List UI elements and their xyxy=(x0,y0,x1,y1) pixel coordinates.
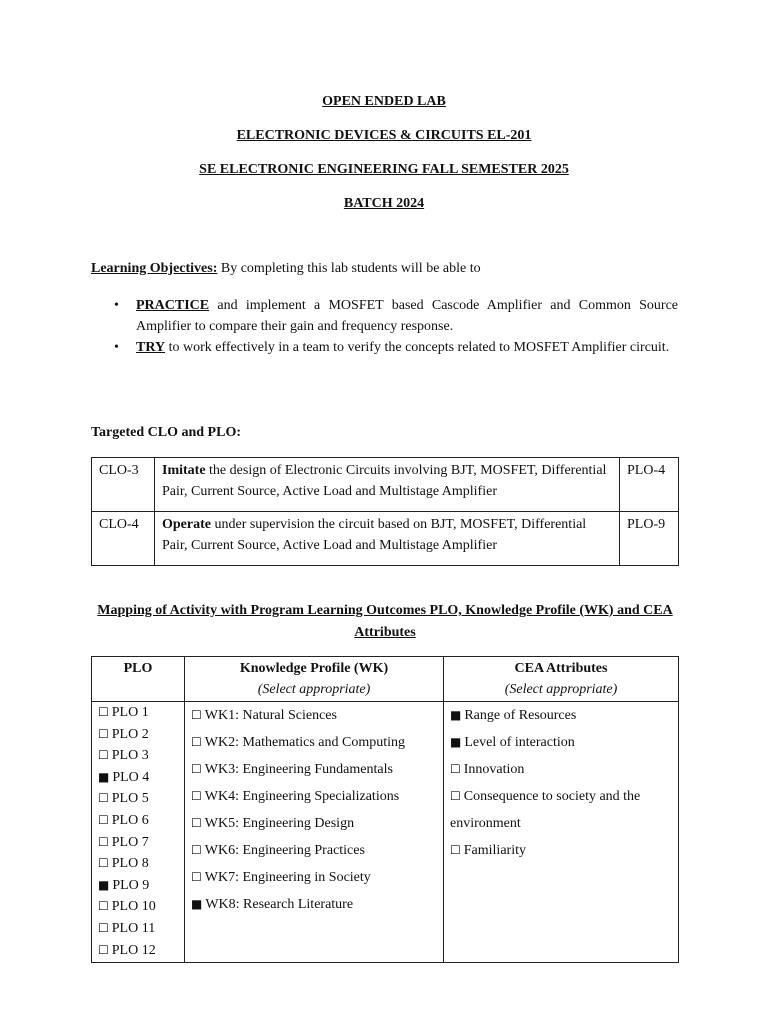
table-header-row xyxy=(92,657,679,702)
checked-box-icon[interactable]: ■ xyxy=(191,897,203,911)
cea-checkbox-item[interactable] xyxy=(450,702,672,729)
wk-item-label: WK1: Natural Sciences xyxy=(204,708,337,723)
plo-cell: PLO-9 xyxy=(620,512,679,566)
description-cell xyxy=(155,458,620,512)
bullet-icon: • xyxy=(114,298,119,313)
cea-checkbox-item[interactable] xyxy=(450,729,672,756)
cea-item-label: Consequence to society and the environment xyxy=(450,789,641,831)
plo-item-label: PLO 10 xyxy=(111,899,156,915)
wk-checkbox-item[interactable] xyxy=(191,864,437,891)
batch-title: BATCH 2024 xyxy=(343,196,425,211)
wk-checkbox-item[interactable] xyxy=(191,837,437,864)
semester-title: SE ELECTRONIC ENGINEERING FALL SEMESTER 2025 xyxy=(199,162,569,177)
plo-item-label: PLO 1 xyxy=(111,705,149,720)
course-title: ELECTRONIC DEVICES & CIRCUITS EL-201 xyxy=(236,128,532,143)
objective-item xyxy=(110,337,678,358)
wk-header-sub: (Select appropriate) xyxy=(257,682,371,697)
plo-cell: PLO-4 xyxy=(620,458,679,512)
plo-checkbox-item[interactable] xyxy=(98,767,178,789)
unchecked-box-icon[interactable]: ☐ xyxy=(450,843,461,857)
checked-box-icon[interactable]: ■ xyxy=(98,769,110,784)
unchecked-box-icon[interactable]: ☐ xyxy=(191,843,202,857)
clo-cell: CLO-4 xyxy=(92,512,155,566)
unchecked-box-icon[interactable]: ☐ xyxy=(450,762,461,776)
unchecked-box-icon[interactable]: ☐ xyxy=(191,762,202,776)
wk-item-label: WK5: Engineering Design xyxy=(204,816,355,831)
wk-checkbox-item[interactable] xyxy=(191,891,437,918)
plo-item-label: PLO 12 xyxy=(111,942,156,958)
plo-item-label: PLO 5 xyxy=(111,791,149,807)
wk-header-label: Knowledge Profile (WK) xyxy=(239,661,389,676)
cea-header-label: CEA Attributes xyxy=(514,661,608,676)
plo-checkbox-item[interactable] xyxy=(98,896,178,918)
clo-text: under supervision the circuit based on BJT, MOSFET, Differential Pair, Current Source, Active Load and Multistage Amplifier xyxy=(162,517,587,553)
unchecked-box-icon[interactable]: ☐ xyxy=(191,735,202,749)
cea-checkbox-item[interactable] xyxy=(450,756,672,783)
objective-text: and implement a MOSFET based Cascode Amplifier and Common Source Amplifier to compare their gain and frequency response. xyxy=(136,298,678,334)
checked-box-icon[interactable]: ■ xyxy=(450,735,462,749)
unchecked-box-icon[interactable]: ☐ xyxy=(98,705,109,719)
unchecked-box-icon[interactable]: ☐ xyxy=(98,899,109,914)
plo-checkbox-item[interactable] xyxy=(98,918,178,940)
learning-objectives xyxy=(91,261,481,277)
plo-checkbox-item[interactable] xyxy=(98,832,178,854)
mapping-title: Mapping of Activity with Program Learning Outcomes PLO, Knowledge Profile (WK) and CEA Attributes xyxy=(97,603,673,640)
wk-item-label: WK2: Mathematics and Computing xyxy=(204,735,406,750)
objectives-list xyxy=(110,295,678,358)
wk-checkbox-item[interactable] xyxy=(191,702,437,729)
unchecked-box-icon[interactable]: ☐ xyxy=(450,789,461,803)
plo-checkbox-item[interactable] xyxy=(98,875,178,897)
wk-checkbox-item[interactable] xyxy=(191,756,437,783)
wk-item-label: WK8: Research Literature xyxy=(205,897,354,912)
plo-checkbox-item[interactable] xyxy=(98,810,178,832)
cea-header-sub: (Select appropriate) xyxy=(504,682,618,697)
plo-item-label: PLO 8 xyxy=(111,856,149,872)
plo-checkbox-item[interactable] xyxy=(98,940,178,962)
unchecked-box-icon[interactable]: ☐ xyxy=(98,856,109,871)
clo-plo-table xyxy=(91,457,679,566)
unchecked-box-icon[interactable]: ☐ xyxy=(98,834,109,849)
plo-checklist xyxy=(92,702,185,963)
cea-item-label: Familiarity xyxy=(463,843,526,858)
checked-box-icon[interactable]: ■ xyxy=(450,708,462,722)
wk-item-label: WK4: Engineering Specializations xyxy=(204,789,400,804)
plo-checkbox-item[interactable] xyxy=(98,788,178,810)
wk-checklist xyxy=(185,702,444,963)
unchecked-box-icon[interactable]: ☐ xyxy=(98,920,109,935)
clo-text: the design of Electronic Circuits involving BJT, MOSFET, Differential Pair, Current Source, Active Load and Multistage Amplifier xyxy=(162,463,607,499)
plo-item-label: PLO 2 xyxy=(111,726,149,742)
plo-item-label: PLO 7 xyxy=(111,834,149,850)
plo-item-label: PLO 3 xyxy=(111,748,149,764)
clo-cell: CLO-3 xyxy=(92,458,155,512)
description-cell xyxy=(155,512,620,566)
unchecked-box-icon[interactable]: ☐ xyxy=(191,870,202,884)
objective-keyword: TRY xyxy=(136,340,166,355)
unchecked-box-icon[interactable]: ☐ xyxy=(191,789,202,803)
wk-item-label: WK6: Engineering Practices xyxy=(204,843,365,858)
wk-header xyxy=(185,657,444,702)
wk-checkbox-item[interactable] xyxy=(191,783,437,810)
objective-item xyxy=(110,295,678,337)
wk-checkbox-item[interactable] xyxy=(191,729,437,756)
plo-item-label: PLO 9 xyxy=(112,877,150,893)
unchecked-box-icon[interactable]: ☐ xyxy=(98,942,109,957)
plo-header: PLO xyxy=(92,657,185,702)
plo-checkbox-item[interactable] xyxy=(98,853,178,875)
cea-checkbox-item[interactable] xyxy=(450,837,672,864)
table-row xyxy=(92,512,679,566)
cea-checklist xyxy=(444,702,679,963)
unchecked-box-icon[interactable]: ☐ xyxy=(98,748,109,763)
cea-item-label: Innovation xyxy=(463,762,525,777)
wk-item-label: WK7: Engineering in Society xyxy=(204,870,371,885)
unchecked-box-icon[interactable]: ☐ xyxy=(98,726,109,741)
unchecked-box-icon[interactable]: ☐ xyxy=(98,812,109,827)
cea-item-label: Level of interaction xyxy=(464,735,575,750)
mapping-table xyxy=(91,656,679,963)
clo-verb: Imitate xyxy=(162,463,206,478)
plo-item-label: PLO 6 xyxy=(111,812,149,828)
unchecked-box-icon[interactable]: ☐ xyxy=(191,816,202,830)
unchecked-box-icon[interactable]: ☐ xyxy=(98,791,109,806)
table-row xyxy=(92,458,679,512)
objective-text: to work effectively in a team to verify the concepts related to MOSFET Amplifier circuit. xyxy=(165,340,670,355)
wk-checkbox-item[interactable] xyxy=(191,810,437,837)
targeted-heading: Targeted CLO and PLO: xyxy=(91,425,241,440)
plo-item-label: PLO 4 xyxy=(112,769,150,785)
cea-header xyxy=(444,657,679,702)
checked-box-icon[interactable]: ■ xyxy=(98,877,110,892)
learning-objectives-intro: By completing this lab students will be able to xyxy=(217,261,481,276)
plo-checkbox-item[interactable] xyxy=(98,702,178,724)
unchecked-box-icon[interactable]: ☐ xyxy=(191,708,202,722)
lab-title: OPEN ENDED LAB xyxy=(322,94,446,109)
table-row xyxy=(92,702,679,963)
cea-item-label: Range of Resources xyxy=(464,708,577,723)
clo-verb: Operate xyxy=(162,517,211,532)
plo-item-label: PLO 11 xyxy=(111,920,156,936)
plo-checkbox-item[interactable] xyxy=(98,724,178,746)
wk-item-label: WK3: Engineering Fundamentals xyxy=(204,762,393,777)
cea-checkbox-item[interactable] xyxy=(450,783,672,837)
objective-keyword: PRACTICE xyxy=(136,298,210,313)
bullet-icon: • xyxy=(114,340,119,355)
learning-objectives-label: Learning Objectives: xyxy=(91,261,218,276)
plo-checkbox-item[interactable] xyxy=(98,745,178,767)
